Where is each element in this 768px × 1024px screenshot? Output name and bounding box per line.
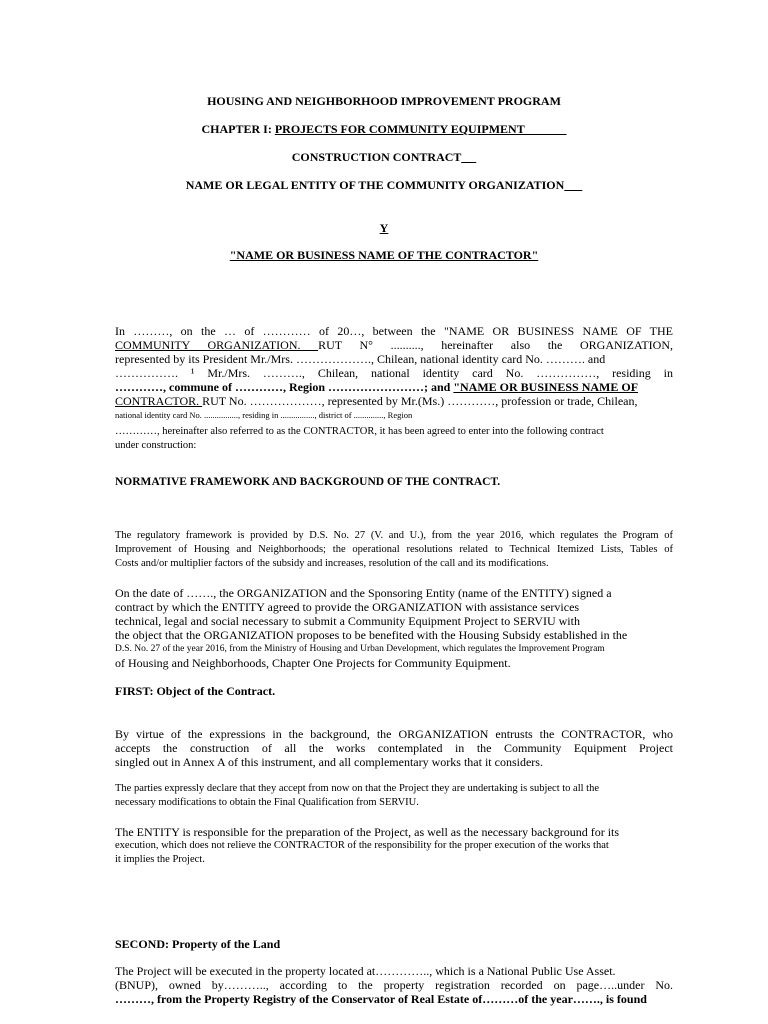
intro-line: under construction:	[115, 440, 197, 451]
entity-paragraph	[115, 825, 673, 867]
paragraph-line: it implies the Project.	[115, 854, 205, 865]
paragraph-line: technical, legal and social necessary to submit a Community Equipment Project to SERVIU with	[115, 614, 580, 628]
contractor-heading	[0, 248, 768, 263]
paragraph-line: Improvement of Housing and Neighborhoods; the operational resolutions related to Technical Itemized Lists, Tables of	[115, 544, 673, 555]
paragraph-line: accepts the construction of all the works contemplated in the Community Equipment Project	[115, 741, 673, 755]
chapter-title: PROJECTS FOR COMMUNITY EQUIPMENT	[274, 122, 525, 136]
chapter-heading	[0, 122, 768, 137]
paragraph-line: necessary modifications to obtain the Final Qualification from SERVIU.	[115, 797, 419, 808]
paragraph-line: The regulatory framework is provided by D.S. No. 27 (V. and U.), from the year 2016, which regulates the Program of	[115, 530, 673, 541]
paragraph-line: contract by which the ENTITY agreed to provide the ORGANIZATION with assistance services	[115, 600, 580, 614]
paragraph-line: By virtue of the expressions in the background, the ORGANIZATION entrusts the CONTRACTOR, who	[115, 727, 673, 741]
intro-line: national identity card No. ................, residing in ................, district of .............., Region	[115, 410, 413, 420]
paragraph-line: The ENTITY is responsible for the preparation of the Project, as well as the necessary background for its	[115, 825, 620, 839]
paragraph-line: (BNUP), owned by……….., according to the property registration recorded on page…..under No.	[115, 978, 673, 992]
paragraph-line: of Housing and Neighborhoods, Chapter One Projects for Community Equipment.	[115, 656, 511, 670]
intro-line: In ………, on the … of ………… of 20…, between the "NAME OR BUSINESS NAME OF THE	[115, 324, 673, 338]
contract-underline-pad	[461, 150, 476, 164]
intro-paragraph	[115, 324, 673, 453]
paragraph-line: execution, which does not relieve the CONTRACTOR of the responsibility for the proper execution of the works that	[115, 840, 609, 851]
paragraph-line: ………, from the Property Registry of the Conservator of Real Estate of………of the year……., is found	[115, 992, 647, 1006]
organization-heading	[0, 178, 768, 193]
first-clause-heading: FIRST: Object of the Contract.	[115, 684, 276, 698]
contractor-name: "NAME OR BUSINESS NAME OF THE CONTRACTOR"	[229, 248, 539, 262]
chapter-prefix: CHAPTER I:	[201, 122, 275, 136]
property-paragraph	[115, 964, 673, 1006]
intro-line: represented by its President Mr./Mrs. ………………., Chilean, national identity card No. ………. and	[115, 352, 606, 366]
paragraph-line: Costs and/or multiplier factors of the subsidy and increases, resolution of the call and its modifications.	[115, 558, 549, 569]
contract-title: CONSTRUCTION CONTRACT	[291, 150, 462, 164]
chapter-underline-pad	[525, 122, 567, 136]
paragraph-line: D.S. No. 27 of the year 2016, from the Ministry of Housing and Urban Development, which regulates the Improvement Program	[115, 644, 605, 654]
intro-line: COMMUNITY ORGANIZATION. RUT N° .........., hereinafter also the ORGANIZATION,	[115, 338, 673, 352]
second-clause-heading: SECOND: Property of the Land	[115, 937, 281, 951]
organization-name: NAME OR LEGAL ENTITY OF THE COMMUNITY ORGANIZATION	[185, 178, 565, 192]
paragraph-line: The parties expressly declare that they accept from now on that the Project they are undertaking is subject to all the	[115, 783, 599, 794]
regulatory-paragraph	[115, 529, 673, 571]
intro-line: ……………. ¹ Mr./Mrs. ………., Chilean, national identity card No. ……………, residing in	[115, 366, 673, 380]
date-paragraph	[115, 586, 673, 670]
paragraph-line: singled out in Annex A of this instrument, and all complementary works that it considers.	[115, 755, 543, 769]
intro-line: …………, hereinafter also referred to as the CONTRACTOR, it has been agreed to enter into the following contract	[115, 426, 604, 437]
virtue-paragraph	[115, 727, 673, 769]
normative-heading: NORMATIVE FRAMEWORK AND BACKGROUND OF THE CONTRACT.	[115, 476, 501, 488]
organization-underline-pad	[564, 178, 582, 192]
paragraph-line: On the date of ……., the ORGANIZATION and the Sponsoring Entity (name of the ENTITY) signed a	[115, 586, 612, 600]
contract-heading	[0, 150, 768, 165]
paragraph-line: The Project will be executed in the property located at………….., which is a National Public Use Asset.	[115, 964, 616, 978]
paragraph-line: the object that the ORGANIZATION proposes to be benefited with the Housing Subsidy established in the	[115, 628, 628, 642]
y-separator: Y	[379, 221, 389, 235]
intro-line: CONTRACTOR. RUT No. ………………, represented by Mr.(Ms.) …………, profession or trade, Chilean,	[115, 394, 638, 408]
intro-line: …………, commune of …………, Region ……………………; and "NAME OR BUSINESS NAME OF	[115, 380, 639, 394]
parties-paragraph	[115, 782, 673, 810]
program-title: HOUSING AND NEIGHBORHOOD IMPROVEMENT PROGRAM	[207, 94, 561, 108]
